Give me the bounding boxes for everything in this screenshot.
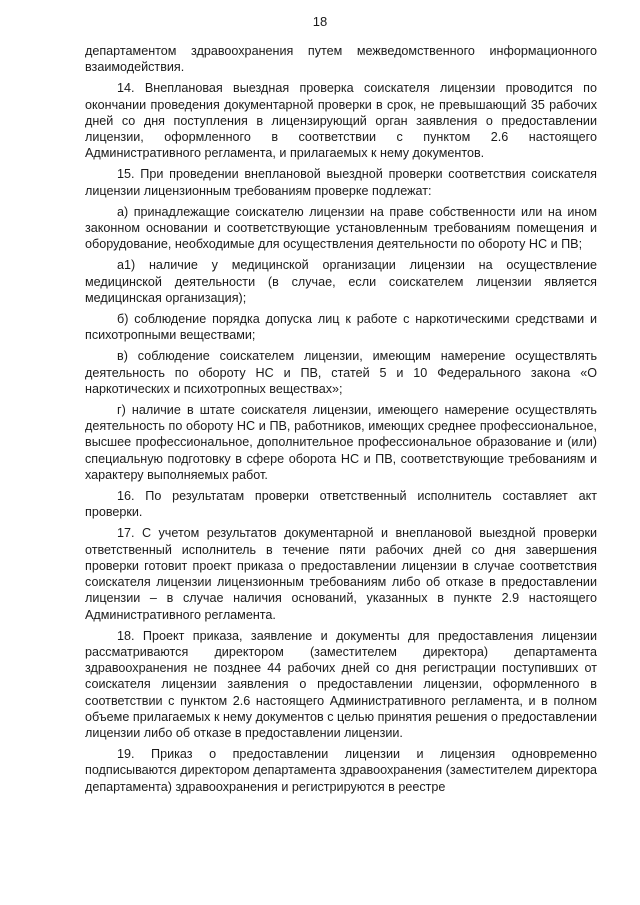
paragraph-15: 15. При проведении внеплановой выездной проверки соответствия соискателя лицензии лицензионным требованиям проверке подлежат: [85,167,597,198]
paragraph-14: 14. Внеплановая выездная проверка соискателя лицензии проводится по окончании проведения документарной проверки в срок, не превышающий 35 рабочих дней со дня поступления в лицензирующий орган заявления о предоставлении лицензии, оформленного в соответствии с пунктом 2.6 настоящего Административного регламента, и прилагаемых к нему документов. [85,81,597,161]
paragraph-15-a: а) принадлежащие соискателю лицензии на праве собственности или на ином законном основании и соответствующие установленным требованиям помещения и оборудование, необходимые для осуществления деятельности по обороту НС и ПВ; [85,204,597,252]
paragraph-16: 16. По результатам проверки ответственный исполнитель составляет акт проверки. [85,489,597,520]
paragraph-19: 19. Приказ о предоставлении лицензии и лицензия одновременно подписываются директором департамента здравоохранения (заместителем директора департамента) здравоохранения и регистрируются в реестре [85,747,597,794]
paragraph-continuation: департаментом здравоохранения путем межведомственного информационного взаимодействия. [85,44,597,75]
paragraph-18: 18. Проект приказа, заявление и документы для предоставления лицензии рассматриваются директором (заместителем директора) департамента здравоохранения не позднее 44 рабочих дней со дня регистрации поступивших от соискателя лицензии заявления о предоставлении лицензии, оформленного в соответствии с пунктом 2.6 настоящего Административного регламента, и в полном объеме прилагаемых к нему документов с целью принятия решения о предоставлении лицензии либо об отказе в предоставлении лицензии. [85,628,597,740]
paragraph-17: 17. С учетом результатов документарной и внеплановой выездной проверки ответственный исполнитель в течение пяти рабочих дней со дня завершения проверки готовит проект приказа о предоставлении лицензии в случае соответствия соискателя лицензии лицензионным требованиям либо об отказе в предоставлении лицензии – в случае наличия оснований, указанных в пункте 2.9 настоящего Административного регламента. [85,526,597,622]
paragraph-15-g: г) наличие в штате соискателя лицензии, имеющего намерение осуществлять деятельность по обороту НС и ПВ, работников, имеющих среднее профессиональное, высшее профессиональное, дополнительное профессиональное образование и (или) специальную подготовку в сфере оборота НС и ПВ, соответствующие требованиям и характеру выполняемых работ. [85,403,597,482]
paragraph-15-b: б) соблюдение порядка допуска лиц к работе с наркотическими средствами и психотропными веществами; [85,312,597,343]
page-number: 18 [312,14,328,29]
paragraph-15-a1: а1) наличие у медицинской организации лицензии на осуществление медицинской деятельности (в случае, если соискателем лицензии является медицинская организация); [85,258,597,305]
document-body [85,43,597,800]
paragraph-15-v: в) соблюдение соискателем лицензии, имеющим намерение осуществлять деятельность по обороту НС и ПВ, статей 5 и 10 Федерального закона «О наркотических и психотропных веществах»; [85,349,597,396]
